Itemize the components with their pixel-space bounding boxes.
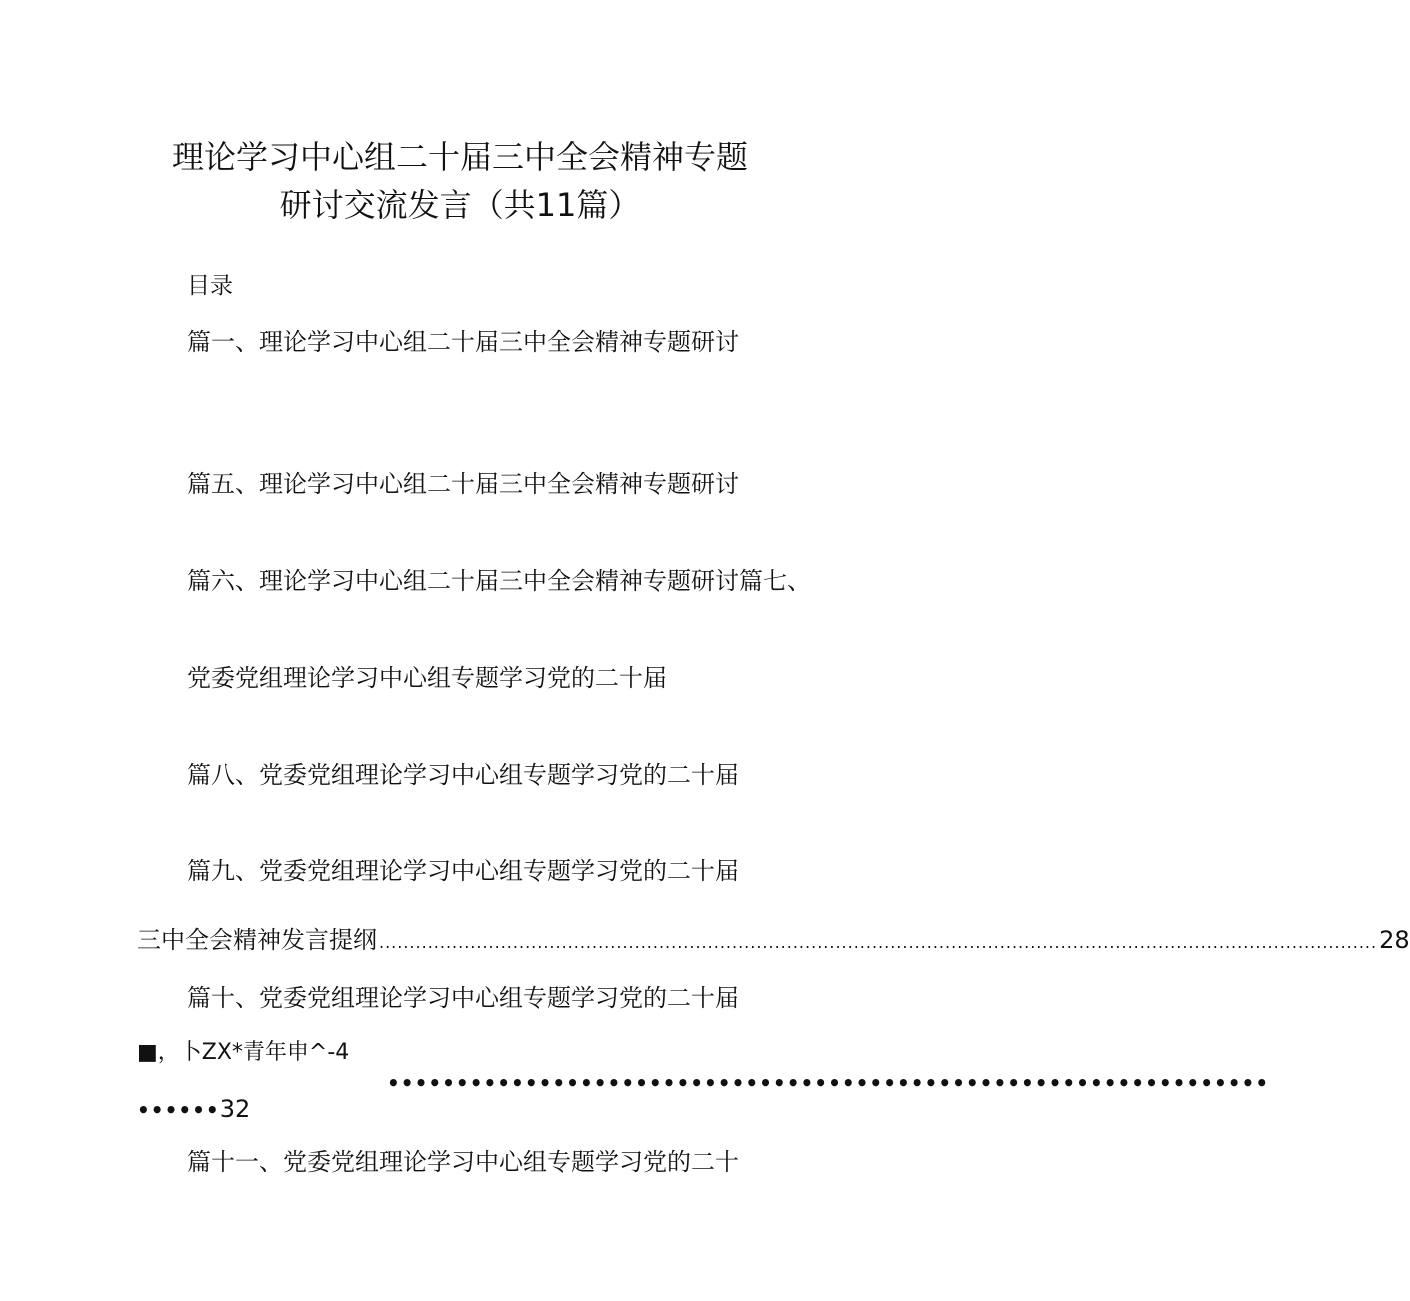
toc-entry-10-garbled-text: ■，卜ZX*青年申^-4 bbox=[137, 1040, 350, 1065]
document-title-line-2: 研讨交流发言（共11篇） bbox=[279, 186, 641, 224]
toc-entry-9: 篇九、党委党组理论学习中心组专题学习党的二十届 bbox=[187, 857, 739, 885]
toc-entry-6: 篇六、理论学习中心组二十届三中全会精神专题研讨篇七、 bbox=[187, 567, 811, 595]
document-title-line-1: 理论学习中心组二十届三中全会精神专题 bbox=[171, 138, 748, 176]
toc-entry-10-page-line bbox=[137, 1094, 250, 1125]
dot-leader: .................................................................................................................................................................... bbox=[379, 933, 1378, 952]
toc-entry-11: 篇十一、党委党组理论学习中心组专题学习党的二十 bbox=[187, 1148, 739, 1176]
toc-entry-8: 篇八、党委党组理论学习中心组专题学习党的二十届 bbox=[187, 761, 739, 789]
toc-entry-9-page-number: 28 bbox=[1379, 926, 1410, 954]
toc-entry-9-continuation bbox=[137, 925, 1410, 958]
dot-leader: •••••••••••••••••••••••••••••••••••••••••••••••••••••••••••••••• bbox=[387, 1071, 1270, 1095]
toc-entry-9-subtitle: 三中全会精神发言提纲 bbox=[137, 926, 377, 954]
toc-entry-10-page-number: 32 bbox=[219, 1095, 251, 1123]
toc-entry-1: 篇一、理论学习中心组二十届三中全会精神专题研讨 bbox=[187, 328, 739, 356]
toc-entry-5: 篇五、理论学习中心组二十届三中全会精神专题研讨 bbox=[187, 470, 739, 498]
toc-entry-10: 篇十、党委党组理论学习中心组专题学习党的二十届 bbox=[187, 984, 739, 1012]
dot-leader: •••••• bbox=[137, 1098, 220, 1122]
toc-heading: 目录 bbox=[187, 273, 233, 299]
toc-entry-7: 党委党组理论学习中心组专题学习党的二十届 bbox=[187, 664, 667, 692]
